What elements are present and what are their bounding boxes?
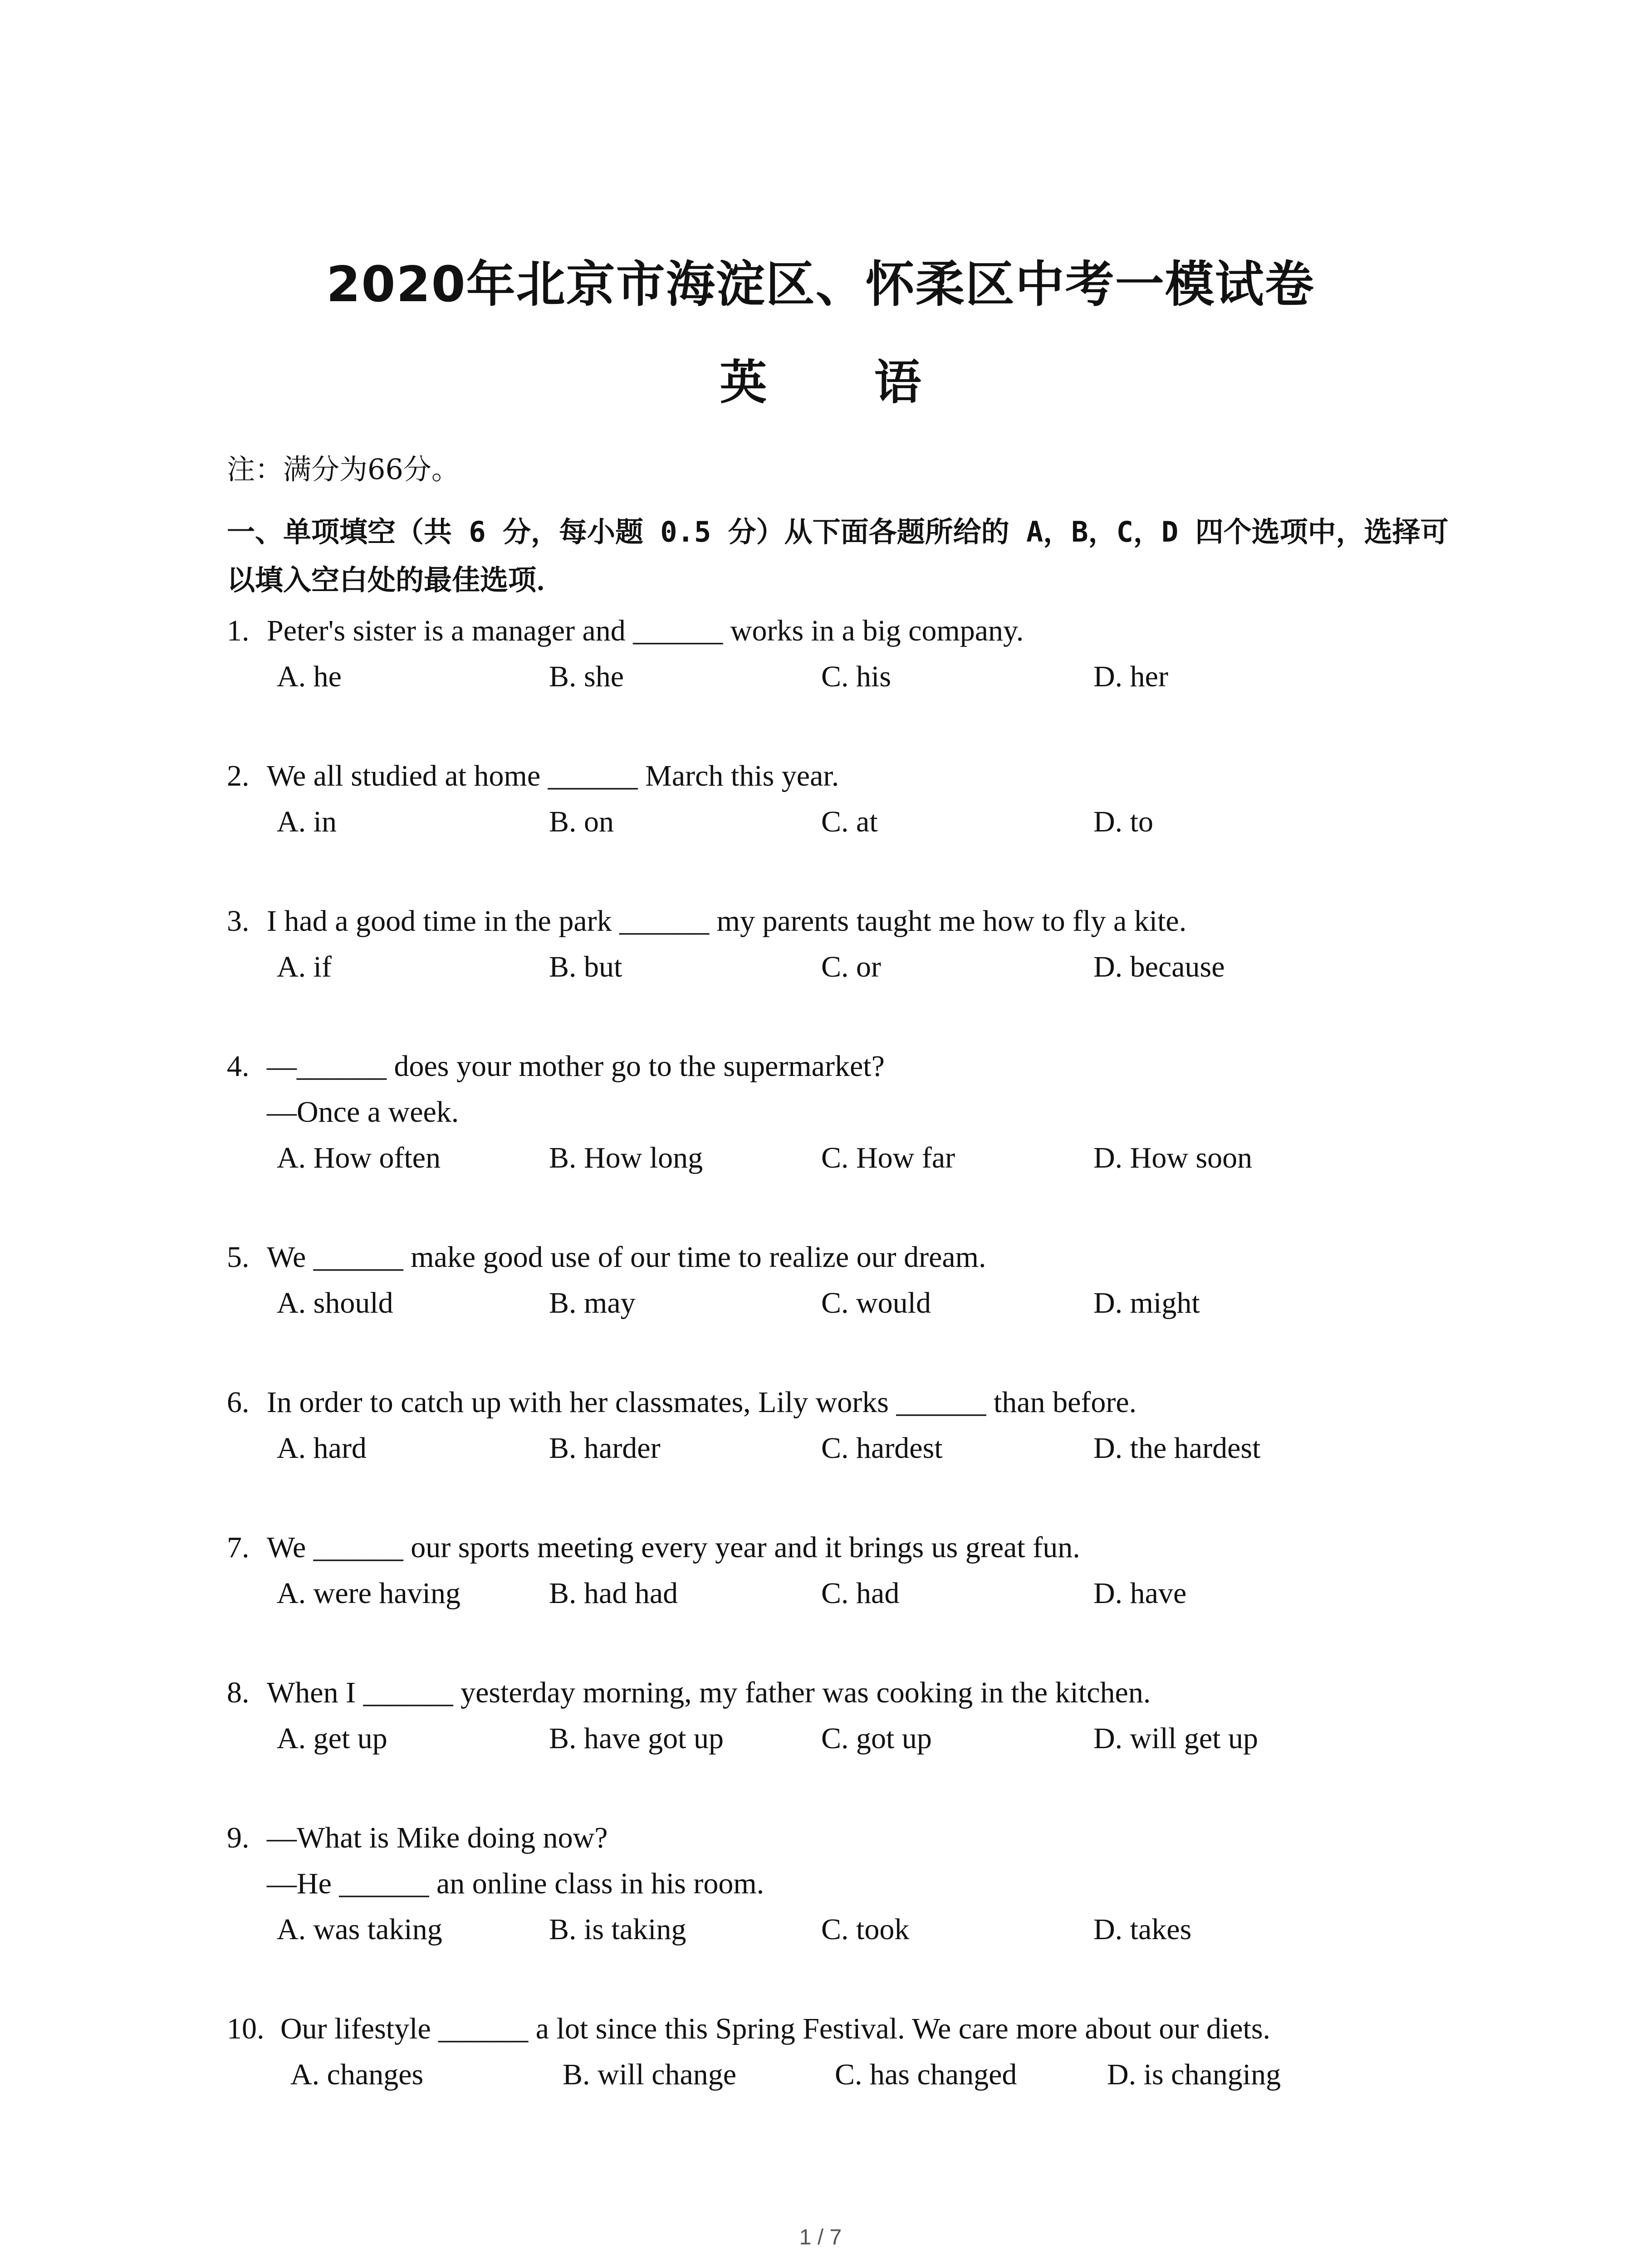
dialogue-reply: —He ______ an online class in his room. <box>267 1867 764 1900</box>
section-instructions: 一、单项填空（共 6 分，每小题 0.5 分）从下面各题所给的 A，B，C，D 四个选项中，选择可以填入空白处的最佳选项． <box>227 515 1449 596</box>
question-text: Peter's sister is a manager and ______ works in a big company. <box>267 614 1024 647</box>
question-text: We ______ our sports meeting every year and it brings us great fun. <box>267 1531 1080 1564</box>
option-b[interactable]: B. but <box>549 950 622 983</box>
exam-title: 2020年北京市海淀区、怀柔区中考一模试卷 <box>326 256 1315 313</box>
question-number: 1. <box>227 614 250 647</box>
option-d[interactable]: D. is changing <box>1107 2058 1281 2091</box>
option-a[interactable]: A. if <box>277 950 332 983</box>
option-c[interactable]: C. would <box>821 1286 931 1320</box>
question-number: 5. <box>227 1241 250 1274</box>
dialogue-reply: —Once a week. <box>267 1095 459 1129</box>
option-c[interactable]: C. took <box>821 1913 910 1946</box>
question-number: 8. <box>227 1676 250 1709</box>
option-c[interactable]: C. hardest <box>821 1432 943 1465</box>
question-number: 9. <box>227 1821 250 1854</box>
option-row <box>227 799 1543 845</box>
question-stem <box>227 1234 1543 1280</box>
option-a[interactable]: A. was taking <box>277 1913 442 1946</box>
option-b[interactable]: B. harder <box>549 1432 661 1465</box>
option-a[interactable]: A. hard <box>277 1432 367 1465</box>
option-c[interactable]: C. had <box>821 1577 900 1610</box>
question-number: 3. <box>227 904 250 938</box>
option-a[interactable]: A. were having <box>277 1577 461 1610</box>
question-stem <box>227 2006 1543 2052</box>
question-stem <box>227 1525 1543 1570</box>
option-b[interactable]: B. is taking <box>549 1913 686 1946</box>
option-d[interactable]: D. takes <box>1093 1913 1192 1946</box>
question-text: We all studied at home ______ March this year. <box>267 759 839 792</box>
option-a[interactable]: A. How often <box>277 1141 441 1174</box>
option-a[interactable]: A. changes <box>290 2058 424 2091</box>
option-d[interactable]: D. the hardest <box>1093 1432 1261 1465</box>
question-number: 10. <box>227 2012 265 2045</box>
option-a[interactable]: A. should <box>277 1286 393 1320</box>
score-note: 注：满分为66分。 <box>227 453 460 486</box>
question-7 <box>227 1525 1543 1616</box>
option-row <box>227 1716 1543 1761</box>
option-row <box>227 1280 1543 1326</box>
option-d[interactable]: D. How soon <box>1093 1141 1253 1174</box>
option-row <box>227 944 1543 990</box>
question-2 <box>227 753 1543 845</box>
option-c[interactable]: C. How far <box>821 1141 955 1174</box>
question-stem <box>227 1379 1543 1425</box>
option-row <box>227 2052 1543 2097</box>
question-1 <box>227 608 1543 699</box>
option-row <box>227 1425 1543 1471</box>
option-b[interactable]: B. may <box>549 1286 636 1320</box>
question-4 <box>227 1043 1543 1181</box>
question-3 <box>227 898 1543 990</box>
question-5 <box>227 1234 1543 1326</box>
question-stem <box>227 1815 1543 1861</box>
question-number: 2. <box>227 759 250 792</box>
option-d[interactable]: D. to <box>1093 805 1153 838</box>
option-b[interactable]: B. on <box>549 805 614 838</box>
question-6 <box>227 1379 1543 1471</box>
question-text: Our lifestyle ______ a lot since this Spring Festival. We care more about our diets. <box>280 2012 1271 2045</box>
subject-heading: 英 语 <box>720 354 967 410</box>
question-8 <box>227 1670 1543 1761</box>
question-9 <box>227 1815 1543 1952</box>
question-number: 7. <box>227 1531 250 1564</box>
option-d[interactable]: D. because <box>1093 950 1225 983</box>
option-c[interactable]: C. at <box>821 805 878 838</box>
option-d[interactable]: D. her <box>1093 660 1168 693</box>
option-d[interactable]: D. will get up <box>1093 1722 1258 1755</box>
option-row <box>227 654 1543 699</box>
question-stem <box>227 1043 1543 1089</box>
option-b[interactable]: B. will change <box>563 2058 737 2091</box>
option-a[interactable]: A. he <box>277 660 342 693</box>
option-c[interactable]: C. his <box>821 660 892 693</box>
question-number: 6. <box>227 1386 250 1419</box>
option-b[interactable]: B. she <box>549 660 624 693</box>
question-stem <box>227 898 1543 944</box>
option-d[interactable]: D. might <box>1093 1286 1200 1320</box>
question-text: We ______ make good use of our time to realize our dream. <box>267 1241 986 1274</box>
option-row <box>227 1906 1543 1952</box>
option-c[interactable]: C. got up <box>821 1722 932 1755</box>
option-c[interactable]: C. or <box>821 950 881 983</box>
question-text: When I ______ yesterday morning, my father was cooking in the kitchen. <box>267 1676 1151 1709</box>
question-number: 4. <box>227 1050 250 1083</box>
option-a[interactable]: A. get up <box>277 1722 387 1755</box>
option-b[interactable]: B. How long <box>549 1141 703 1174</box>
question-stem <box>227 753 1543 799</box>
option-d[interactable]: D. have <box>1093 1577 1187 1610</box>
option-b[interactable]: B. have got up <box>549 1722 724 1755</box>
question-10 <box>227 2006 1543 2097</box>
question-text: —______ does your mother go to the supermarket? <box>267 1050 885 1083</box>
question-list <box>227 608 1543 2097</box>
question-text: I had a good time in the park ______ my parents taught me how to fly a kite. <box>267 904 1187 938</box>
question-stem <box>227 1670 1543 1716</box>
option-row <box>227 1135 1543 1181</box>
option-b[interactable]: B. had had <box>549 1577 678 1610</box>
option-row <box>227 1570 1543 1616</box>
page-number: 1 / 7 <box>799 2225 842 2249</box>
question-text: In order to catch up with her classmates, Lily works ______ than before. <box>267 1386 1137 1419</box>
option-a[interactable]: A. in <box>277 805 337 838</box>
question-stem <box>227 608 1543 654</box>
question-text: —What is Mike doing now? <box>267 1821 608 1854</box>
option-c[interactable]: C. has changed <box>835 2058 1017 2091</box>
